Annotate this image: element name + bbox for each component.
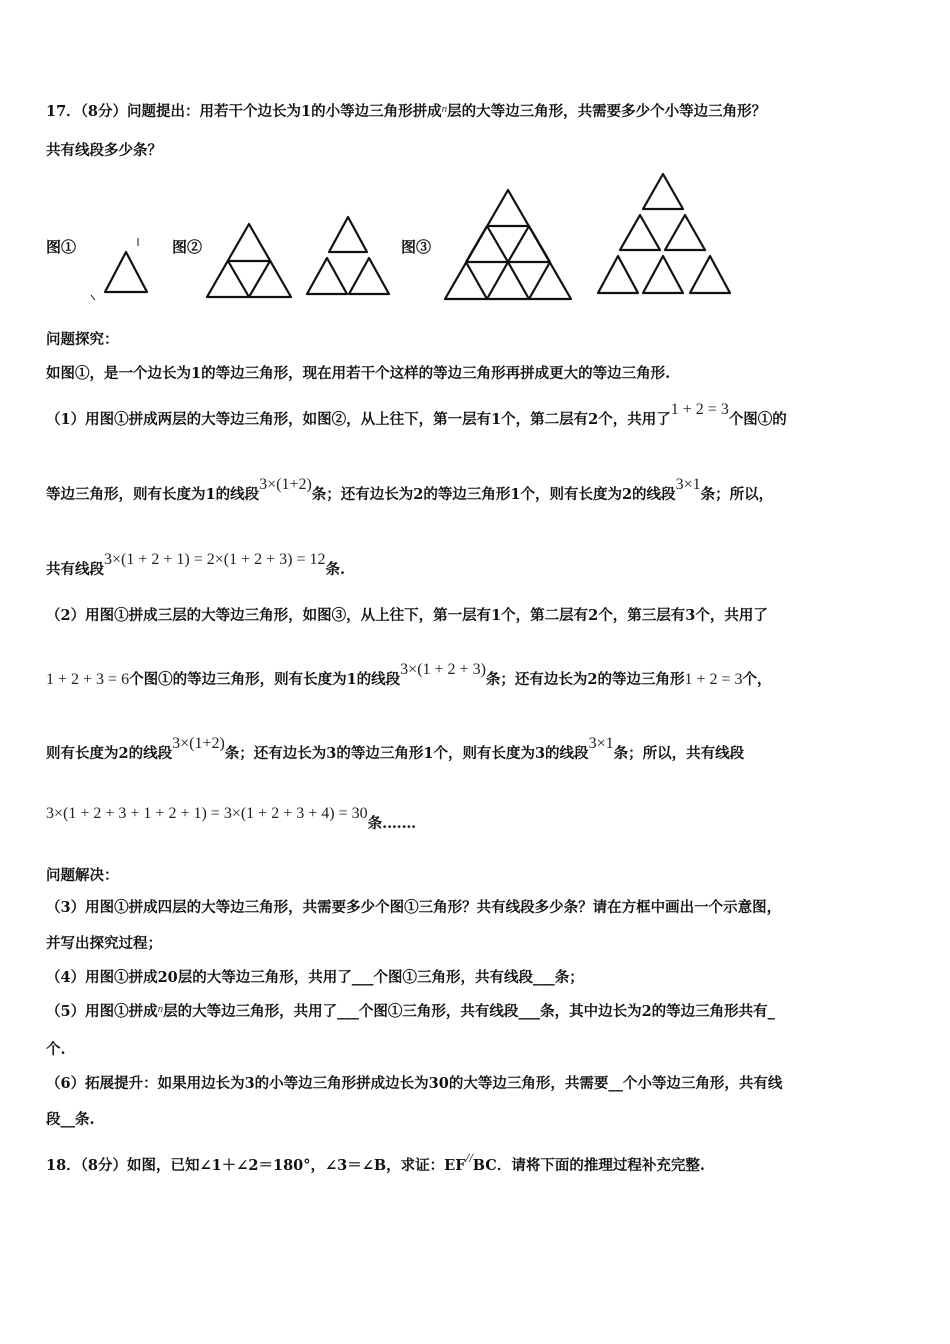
part2-c-mid: 条；还有边长为3的等边三角形1个，则有长度为3的线段 bbox=[224, 745, 589, 762]
part1-c-text: 共有线段 bbox=[46, 561, 104, 578]
q18-parallel-symbol: // bbox=[465, 1150, 473, 1165]
part6-line-a: （6）拓展提升：如果用边长为3的小等边三角形拼成边长为30的大等边三角形，共需要__个小等边三角形，共有线 bbox=[46, 1075, 783, 1092]
explore-title: 问题探究： bbox=[46, 331, 119, 348]
figure-3-separated bbox=[0, 0, 950, 340]
part2-c-math2: 3×1 bbox=[588, 735, 614, 752]
part1-line-a bbox=[46, 401, 910, 430]
part1-a-text: （1）用图①拼成两层的大等边三角形，如图②，从上往下，第一层有1个，第二层有2个，共用了 bbox=[46, 411, 671, 428]
q17-intro-post: 层的大等边三角形，共需要多少个小等边三角形？ bbox=[447, 103, 767, 120]
explore-intro: 如图①，是一个边长为1的等边三角形，现在用若干个这样的等边三角形再拼成更大的等边三角形. bbox=[46, 365, 671, 382]
part1-c-end: 条. bbox=[325, 561, 346, 578]
part2-line-b bbox=[46, 661, 910, 690]
part3-line-b: 并写出探究过程； bbox=[46, 935, 162, 952]
fig1-label: 图① bbox=[46, 238, 77, 256]
part3-line-a: （3）用图①拼成四层的大等边三角形，共需要多少个图①三角形？共有线段多少条？请在方框中画出一个示意图， bbox=[46, 899, 782, 916]
q18-text-pre: 18．（8分）如图，已知∠1＋∠2＝180°，∠3＝∠B，求证：EF bbox=[46, 1157, 466, 1174]
part1-a-math: 1 + 2 = 3 bbox=[670, 401, 729, 418]
part1-line-c bbox=[46, 551, 910, 580]
part5-a-post: 层的大等边三角形，共用了___个图①三角形，共有线段___条，其中边长为2的等边三角形共有_ bbox=[163, 1003, 775, 1020]
part5-line-a bbox=[46, 1002, 910, 1023]
q17-intro-var: n bbox=[441, 103, 448, 115]
part1-b-end: 条；所以， bbox=[700, 486, 774, 503]
part2-b-math3: 1 + 2 = 3 bbox=[684, 671, 743, 688]
solve-title: 问题解决： bbox=[46, 867, 119, 884]
q18-line bbox=[46, 1150, 910, 1176]
part1-a-end: 个图①的 bbox=[728, 411, 787, 428]
part2-c-math: 3×(1+2) bbox=[172, 735, 225, 752]
q17-intro-pre: 17．（8分）问题提出：用若干个边长为1的小等边三角形拼成 bbox=[46, 103, 442, 120]
part2-b-text: 个图①的等边三角形，则有长度为1的线段 bbox=[129, 671, 401, 688]
part1-b-math2: 3×1 bbox=[675, 476, 701, 493]
part4-line: （4）用图①拼成20层的大等边三角形，共用了___个图①三角形，共有线段___条； bbox=[46, 969, 584, 986]
part2-line-a: （2）用图①拼成三层的大等边三角形，如图③，从上往下，第一层有1个，第二层有2个，第三层有3个，共用了 bbox=[46, 607, 768, 624]
part2-d-math: 3×(1 + 2 + 3 + 1 + 2 + 1) = 3×(1 + 2 + 3 + 4) = 30 bbox=[46, 805, 368, 822]
part2-line-d bbox=[46, 805, 910, 834]
part2-line-c bbox=[46, 735, 910, 764]
part2-b-end: 个， bbox=[742, 671, 772, 688]
q17-intro-line2: 共有线段多少条？ bbox=[46, 142, 162, 159]
part5-line-b: 个. bbox=[46, 1041, 66, 1058]
fig3-label: 图③ bbox=[401, 238, 432, 256]
part2-b-mid: 条；还有边长为2的等边三角形 bbox=[485, 671, 685, 688]
part1-b-text: 等边三角形，则有长度为1的线段 bbox=[46, 486, 260, 503]
part1-b-mid: 条；还有边长为2的等边三角形1个，则有长度为2的线段 bbox=[311, 486, 676, 503]
q18-text-post: BC．请将下面的推理过程补充完整. bbox=[472, 1157, 705, 1174]
part1-c-math: 3×(1 + 2 + 1) = 2×(1 + 2 + 3) = 12 bbox=[104, 551, 326, 568]
part2-b-math: 1 + 2 + 3 = 6 bbox=[46, 671, 130, 688]
part5-a-pre: （5）用图①拼成 bbox=[46, 1003, 158, 1020]
part2-c-text: 则有长度为2的线段 bbox=[46, 745, 173, 762]
part1-line-b bbox=[46, 476, 910, 505]
part5-a-var: n bbox=[157, 1003, 164, 1015]
part2-b-math2: 3×(1 + 2 + 3) bbox=[400, 661, 486, 678]
part2-c-end: 条；所以，共有线段 bbox=[613, 745, 745, 762]
fig2-label: 图② bbox=[172, 238, 203, 256]
part2-d-end: 条.…… bbox=[367, 815, 417, 832]
part6-line-b: 段__条. bbox=[46, 1111, 95, 1128]
part1-b-math: 3×(1+2) bbox=[259, 476, 312, 493]
